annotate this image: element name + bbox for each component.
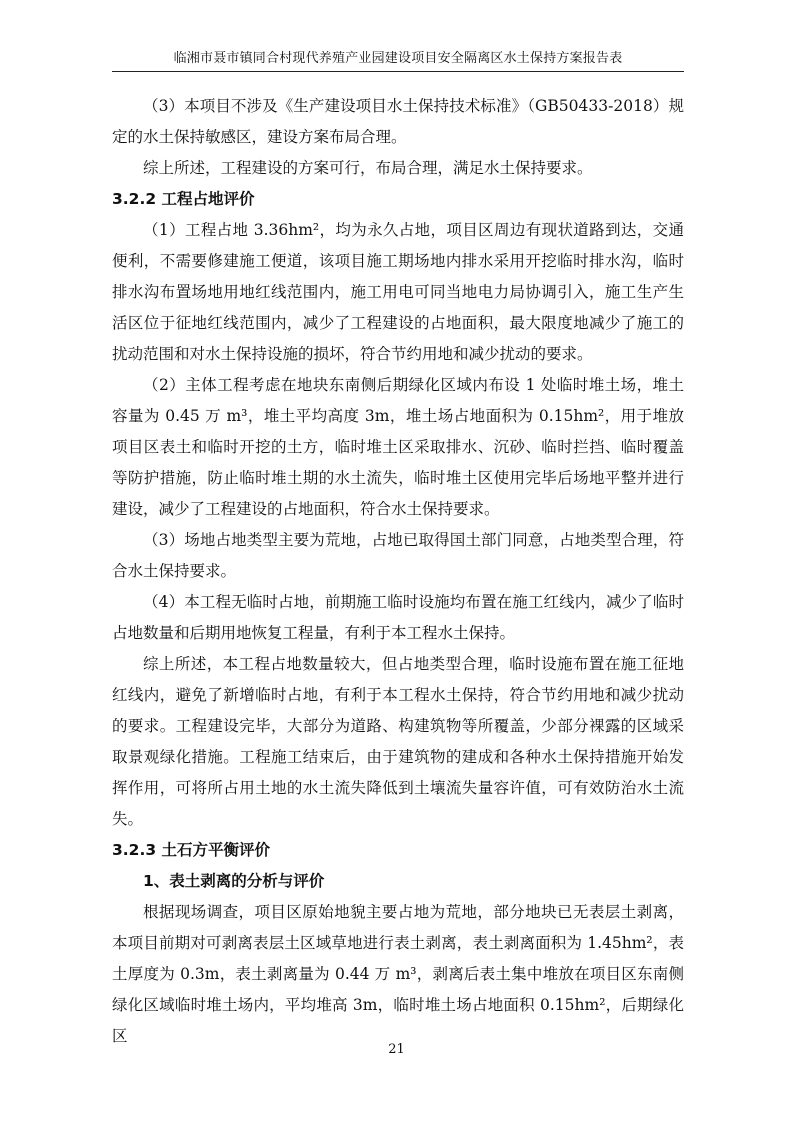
subsection-heading: 1、表土剥离的分析与评价 — [143, 872, 325, 890]
paragraph: 综上所述，本工程占地数量较大，但占地类型合理，临时设施布置在施工征地红线内，避免了新增临时占地，有利于本工程水土保持，符合节约用地和减少扰动的要求。工程建设完毕，大部分为道路、构建筑物等所覆盖，少部分裸露的区域采取景观绿化措施。工程施工结束后，由于建筑物的建成和各种水土保持措施开始发挥作用，可将所占用土地的水土流失降低到土壤流失量容许值，可有效防治水土流失。 — [112, 655, 684, 828]
paragraph: 根据现场调查，项目区原始地貌主要占地为荒地，部分地块已无表层土剥离，本项目前期对可剥离表层土区域草地进行表土剥离，表土剥离面积为 1.45hm²，表土厚度为 0.3m，表土剥离量为 0.44 万 m³，剥离后表土集中堆放在项目区东南侧绿化区域临时堆土场内，平均堆高 3m，临时堆土场占地面积 0.15hm²，后期绿化区 — [112, 903, 684, 1045]
running-header: 临湘市聂市镇同合村现代养殖产业园建设项目安全隔离区水土保持方案报告表 — [173, 51, 623, 66]
header-divider — [112, 71, 684, 72]
paragraph: （3）本项目不涉及《生产建设项目水土保持技术标准》（GB50433-2018）规定的水土保持敏感区，建设方案布局合理。 — [112, 97, 684, 146]
paragraph: （4）本工程无临时占地，前期施工临时设施均布置在施工红线内，减少了临时占地数量和后期用地恢复工程量，有利于本工程水土保持。 — [112, 593, 684, 642]
document-body — [112, 91, 684, 1052]
paragraph: （3）场地占地类型主要为荒地，占地已取得国土部门同意，占地类型合理，符合水土保持要求。 — [112, 531, 684, 580]
page-number: 21 — [388, 1042, 405, 1057]
paragraph: （2）主体工程考虑在地块东南侧后期绿化区域内布设 1 处临时堆土场，堆土容量为 0.45 万 m³，堆土平均高度 3m，堆土场占地面积为 0.15hm²，用于堆放项目区表土和临时开挖的土方，临时堆土区采取排水、沉砂、临时拦挡、临时覆盖等防护措施，防止临时堆土期的水土流失，临时堆土区使用完毕后场地平整并进行建设，减少了工程建设的占地面积，符合水土保持要求。 — [112, 376, 684, 518]
paragraph: （1）工程占地 3.36hm²，均为永久占地，项目区周边有现状道路到达，交通便利，不需要修建施工便道，该项目施工期场地内排水采用开挖临时排水沟，临时排水沟布置场地用地红线范围内，施工用电可同当地电力局协调引入，施工生产生活区位于征地红线范围内，减少了工程建设的占地面积，最大限度地减少了施工的扰动范围和对水土保持设施的损坏，符合节约用地和减少扰动的要求。 — [112, 221, 684, 363]
section-heading: 3.2.2 工程占地评价 — [112, 190, 255, 208]
paragraph: 综上所述，工程建设的方案可行，布局合理，满足水土保持要求。 — [143, 159, 593, 177]
section-heading: 3.2.3 土石方平衡评价 — [112, 841, 271, 859]
